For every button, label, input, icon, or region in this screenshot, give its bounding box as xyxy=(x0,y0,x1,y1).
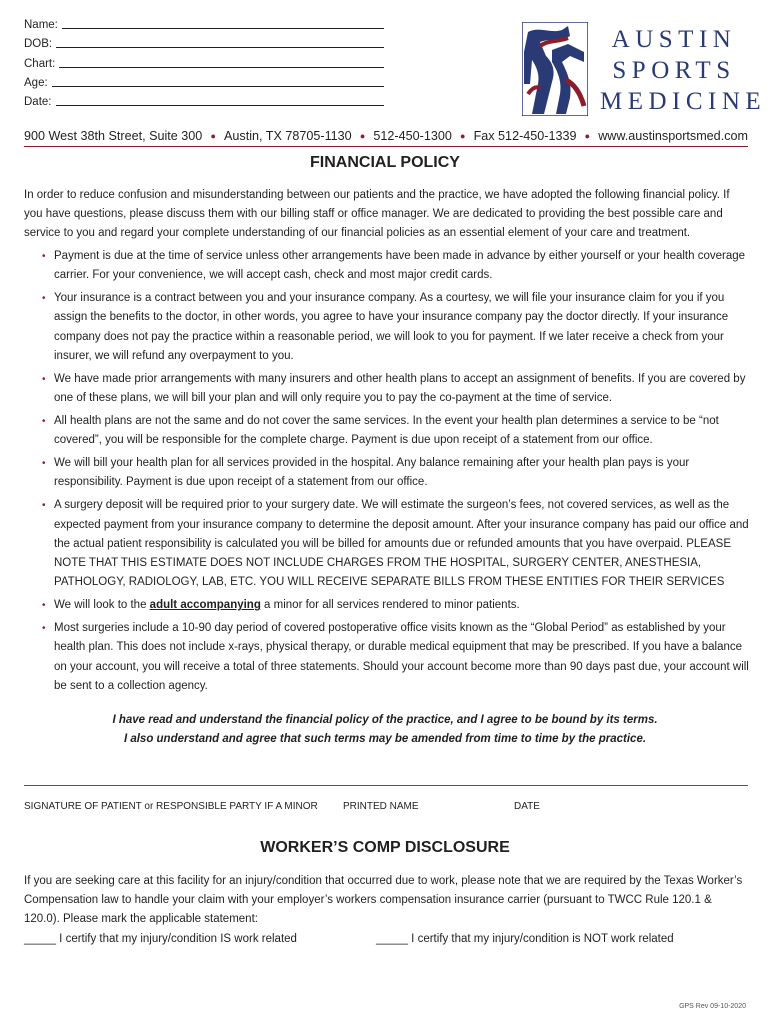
printed-name-label: PRINTED NAME xyxy=(343,801,419,812)
separator-dot: ● xyxy=(584,131,591,141)
logo-wordmark xyxy=(600,24,767,117)
fax-text: Fax 512-450-1339 xyxy=(473,129,577,143)
policy-item-not-covered: • All health plans are not the same and do not cover the same services. In the event your health plan determines a service to be “not covered”, you will be responsible for the complete charge. Payment is due upon receipt of a statement from our office. xyxy=(44,412,750,450)
minor-emphasis: adult accompanying xyxy=(149,599,261,612)
financial-policy-intro: In order to reduce confusion and misunderstanding between our patients and the practice, we have adopted the following financial policy. If you have questions, please discuss them with our billing staff or office manager. We are dedicated to providing the best possible care and service to you and regard your complete understanding of our financial policies as an essential element of your care and treatment. xyxy=(24,189,730,240)
separator-dot: ● xyxy=(459,131,466,141)
policy-item-assignment: • We have made prior arrangements with many insurers and other health plans to accept an assignment of benefits. If you are covered by one of these plans, we will bill your plan and will only require you to pay the co-payment at the time of service. xyxy=(44,370,750,408)
acknowledgement-line-1: I have read and understand the financial policy of the practice, and I agree to be bound by its terms. xyxy=(112,714,658,726)
minor-text-after: a minor for all services rendered to minor patients. xyxy=(260,599,520,612)
date-label: Date: xyxy=(24,95,52,108)
separator-dot: ● xyxy=(210,131,216,141)
policy-item-hospital: • We will bill your health plan for all services provided in the hospital. Any balance remaining after your health plan pays is your responsibility. Payment is due upon receipt of a statement from our office. xyxy=(44,454,750,492)
patient-info-fields xyxy=(24,12,384,108)
logo-line-medicine: MEDICINE xyxy=(600,88,767,115)
logo-line-austin: AUSTIN xyxy=(611,26,737,53)
name-line[interactable] xyxy=(62,17,384,29)
policy-item-insurance-contract: • Your insurance is a contract between you and your insurance company. As a courtesy, we will file your insurance claim for you if you assign the benefits to the doctor, in other words, you agree to have your insurance company pay the doctor directly. If your insurance company does not pay the practice within a reasonable period, we will look to you for payment. If we later receive a check from your insurer, we will refund any overpayment to you. xyxy=(44,289,750,366)
date-field[interactable] xyxy=(24,89,384,108)
policy-item-minors xyxy=(44,596,750,615)
name-label: Name: xyxy=(24,19,58,32)
work-related-option[interactable]: _____ I certify that my injury/condition IS work related xyxy=(24,933,297,945)
chart-field[interactable] xyxy=(24,50,384,69)
contact-bar xyxy=(24,126,748,146)
phone-text: 512-450-1300 xyxy=(373,129,452,143)
policy-item-payment: • Payment is due at the time of service unless other arrangements have been made in advance by either yourself or your health coverage carrier. For your convenience, we will accept cash, check and most major credit cards. xyxy=(44,247,750,285)
dob-line[interactable] xyxy=(56,36,384,48)
austin-sports-medicine-logo xyxy=(522,22,767,118)
website-link[interactable]: www.austinsportsmed.com xyxy=(598,129,748,143)
dob-field[interactable] xyxy=(24,31,384,50)
policy-item-global-period: • Most surgeries include a 10-90 day period of covered postoperative office visits known as the “Global Period” as established by your health plan. This does not include x-rays, physical therapy, or durable medical equipment that may be prescribed. If you have a balance on your account, you will receive a total of three statements. Should your account become more than 90 days past due, your account will be sent to a collection agency. xyxy=(44,619,750,696)
age-label: Age: xyxy=(24,76,48,89)
financial-policy-list xyxy=(44,247,750,696)
date-line[interactable] xyxy=(56,94,385,106)
revision-code: GPS Rev 09-10-2020 xyxy=(679,1003,746,1010)
workers-comp-text: If you are seeking care at this facility for an injury/condition that occurred due to work, please note that we are required by the Texas Worker’s Compensation law to handle your claim with your employer’s workers compensation insurance carrier (pursuant to TWCC Rule 120.1 & 120.0). Please mark the applicable statement: xyxy=(24,875,743,926)
not-work-related-option[interactable]: _____ I certify that my injury/condition is NOT work related xyxy=(376,933,674,945)
financial-policy-title: FINANCIAL POLICY xyxy=(310,154,460,171)
logo-line-sports: SPORTS xyxy=(612,57,736,84)
runner-logo-icon xyxy=(522,22,588,116)
dob-label: DOB: xyxy=(24,38,53,51)
name-field[interactable] xyxy=(24,12,384,31)
chart-label: Chart: xyxy=(24,57,56,70)
workers-comp-title: WORKER’S COMP DISCLOSURE xyxy=(260,839,510,856)
signature-line[interactable] xyxy=(24,785,748,786)
header-divider xyxy=(24,146,748,147)
acknowledgement xyxy=(0,711,770,749)
age-field[interactable] xyxy=(24,70,384,89)
address-text: 900 West 38th Street, Suite 300 xyxy=(24,129,203,143)
age-line[interactable] xyxy=(52,75,384,87)
city-text: Austin, TX 78705-1130 xyxy=(224,129,352,143)
chart-line[interactable] xyxy=(59,56,384,68)
signature-label: SIGNATURE OF PATIENT or RESPONSIBLE PARTY IF A MINOR xyxy=(24,801,318,812)
minor-text-before: We will look to the xyxy=(54,599,150,612)
separator-dot: ● xyxy=(359,131,366,141)
date-signed-label: DATE xyxy=(514,801,540,812)
policy-item-surgery-deposit: • A surgery deposit will be required prior to your surgery date. We will estimate the surgeon’s fees, not covered services, as well as the expected payment from your insurance company to determine the deposit amount. After your insurance company has paid our office and the actual patient responsibility is calculated you will be billed for amounts due or refunded amounts that you have overpaid. PLEASE NOTE THAT THIS ESTIMATE DOES NOT INCLUDE CHARGES FROM THE HOSPITAL, SURGERY CENTER, ANESTHESIA, PATHOLOGY, RADIOLOGY, LAB, ETC. YOU WILL RECEIVE SEPARATE BILLS FROM THESE ENTITIES FOR THEIR SERVICES xyxy=(44,496,750,592)
acknowledgement-line-2: I also understand and agree that such terms may be amended from time to time by the practice. xyxy=(123,733,647,746)
